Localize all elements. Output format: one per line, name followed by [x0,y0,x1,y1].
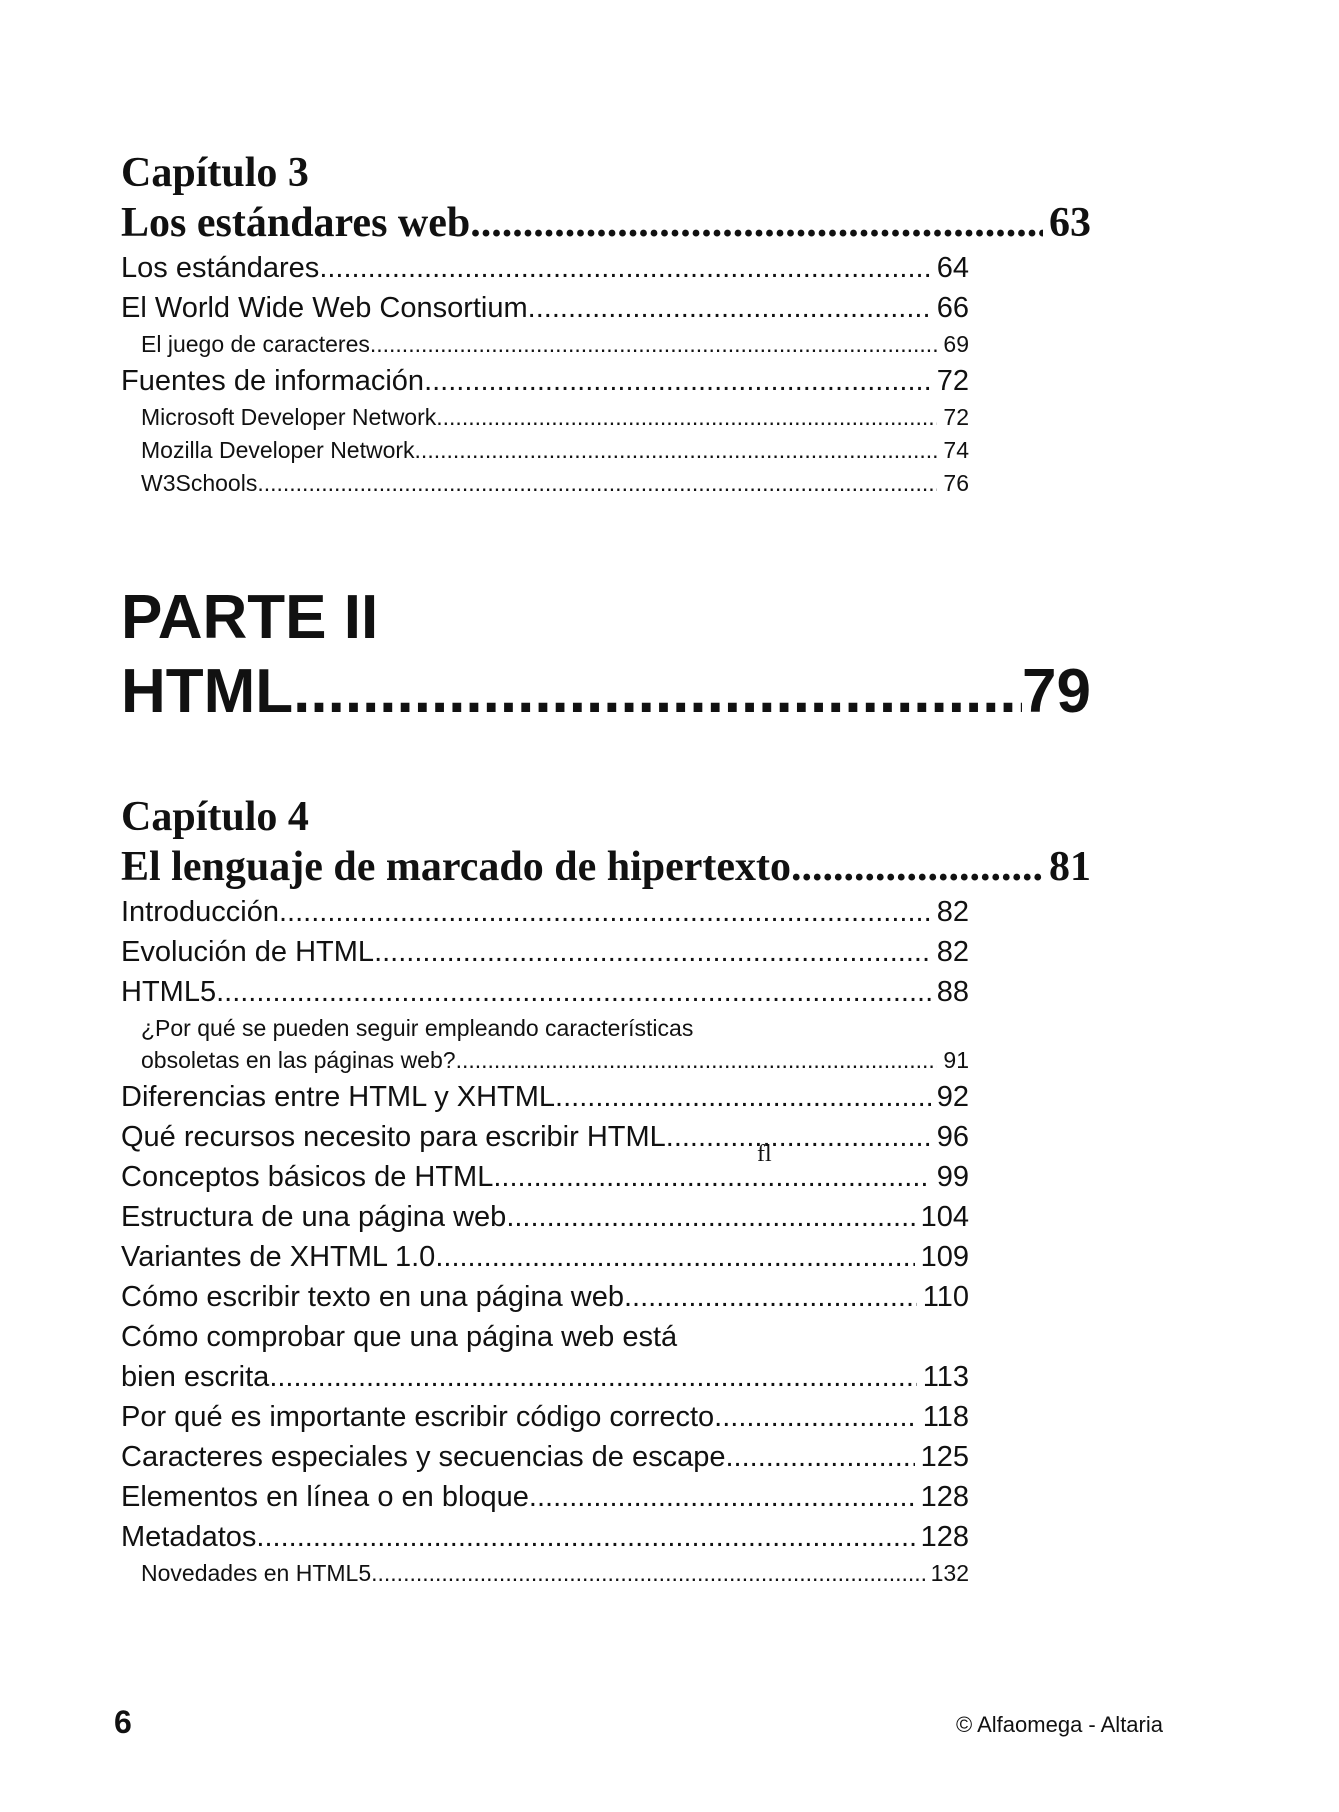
toc-entry[interactable] [121,892,969,932]
toc-entry[interactable] [121,1477,969,1517]
toc-entry[interactable] [121,1197,969,1237]
dot-leader [470,198,1043,248]
entry-page-number: 128 [920,1481,969,1513]
dot-leader [791,842,1043,892]
entry-title: Novedades en HTML5 [141,1560,372,1586]
entry-title: Cómo escribir texto en una página web [121,1281,624,1313]
entry-title: Fuentes de información [121,365,425,397]
dot-leader [528,288,931,328]
toc-subentry[interactable] [141,401,969,434]
entry-title: Caracteres especiales y secuencias de escape [121,1441,726,1473]
toc-entry[interactable] [121,1517,969,1557]
chapter-3-entries [121,248,1091,500]
page-number: 81 [1049,844,1091,890]
toc-subentry[interactable] [141,328,969,361]
entry-title: Diferencias entre HTML y XHTML [121,1081,556,1113]
dot-leader [374,932,931,972]
entry-page-number: 109 [920,1241,969,1273]
toc-entry[interactable] [121,1277,969,1317]
dot-leader [435,1237,914,1277]
entry-page-number: 91 [943,1047,969,1073]
entry-page-number: 125 [920,1441,969,1473]
chapter-title: El lenguaje de marcado de hipertexto [121,844,791,890]
entry-title: Qué recursos necesito para escribir HTML [121,1121,666,1153]
toc-entry[interactable] [121,288,969,328]
toc-entry[interactable] [121,972,969,1012]
toc-entry[interactable] [121,1237,969,1277]
dot-leader [269,1357,916,1397]
dot-leader [493,1157,930,1197]
toc-entry[interactable] [121,1077,969,1117]
chapter-label: Capítulo 3 [121,150,309,196]
part-title-entry [121,652,1091,732]
chapter-title: Los estándares web [121,200,471,246]
entry-page-number: 66 [936,292,969,324]
entry-page-number: 104 [920,1201,969,1233]
stray-glyph: fl [757,1141,772,1167]
dot-leader [415,434,938,467]
entry-page-number: 76 [943,470,969,496]
entry-title: Mozilla Developer Network [141,437,415,463]
entry-title: Estructura de una página web [121,1201,507,1233]
dot-leader [256,1517,914,1557]
entry-title: HTML5 [121,976,217,1008]
dot-leader [529,1477,915,1517]
dot-leader [714,1397,917,1437]
entry-page-number: 128 [920,1521,969,1553]
dot-leader [216,972,931,1012]
chapter-4-section [121,792,1091,1590]
toc-subentry[interactable] [141,1557,969,1590]
dot-leader [370,328,938,361]
dot-leader [555,1077,931,1117]
part-label: PARTE II [121,583,379,652]
entry-title: Elementos en línea o en bloque [121,1481,529,1513]
entry-page-number: 113 [922,1361,969,1393]
toc-entry[interactable] [121,248,969,288]
toc-entry[interactable] [121,1437,969,1477]
toc-entry[interactable] [121,1357,969,1397]
entry-title: Metadatos [121,1521,257,1553]
entry-title: Variantes de XHTML 1.0 [121,1241,436,1273]
dot-leader [424,361,931,401]
toc-subentry[interactable] [141,1044,969,1077]
chapter-4-entries [121,892,1091,1590]
entry-page-number: 74 [943,437,969,463]
toc-subentry[interactable] [141,467,969,500]
entry-title: El World Wide Web Consortium [121,292,528,324]
entry-title: El juego de caracteres [141,331,370,357]
dot-leader [436,401,937,434]
entry-title: Los estándares [121,252,320,284]
part-title: HTML [121,657,294,726]
toc-entry-line: Cómo comprobar que una página web está [121,1321,678,1353]
toc-entry-line: ¿Por qué se pueden seguir empleando características [141,1015,694,1041]
dot-leader [319,248,930,288]
entry-page-number: 118 [922,1401,969,1433]
entry-page-number: 99 [936,1161,969,1193]
page-number: 79 [1022,657,1091,726]
toc-entry[interactable] [121,1157,969,1197]
entry-title: Evolución de HTML [121,936,375,968]
chapter-title-entry [121,842,1091,892]
entry-page-number: 72 [936,365,969,397]
dot-leader [371,1557,925,1590]
footer-page-number: 6 [114,1704,132,1740]
dot-leader [726,1437,915,1477]
toc-entry[interactable] [121,1117,969,1157]
chapter-title-entry [121,198,1091,248]
chapter-label: Capítulo 4 [121,794,309,840]
dot-leader [666,1117,931,1157]
entry-title: Microsoft Developer Network [141,404,437,430]
dot-leader [624,1277,917,1317]
entry-title: obsoletas en las páginas web? [141,1047,456,1073]
entry-title: Introducción [121,896,279,928]
dot-leader [506,1197,914,1237]
entry-title: W3Schools [141,470,258,496]
entry-page-number: 110 [922,1281,969,1313]
dot-leader [293,652,1022,732]
chapter-3-section [121,148,1091,500]
entry-title: Conceptos básicos de HTML [121,1161,494,1193]
entry-page-number: 96 [936,1121,969,1153]
entry-page-number: 132 [930,1560,969,1586]
entry-page-number: 69 [943,331,969,357]
dot-leader [456,1044,938,1077]
dot-leader [257,467,937,500]
entry-page-number: 72 [943,404,969,430]
toc-entry[interactable] [121,361,969,401]
entry-page-number: 92 [936,1081,969,1113]
entry-page-number: 64 [936,252,969,284]
toc-entry[interactable] [121,1397,969,1437]
entry-title: Por qué es importante escribir código correcto [121,1401,715,1433]
dot-leader [279,892,931,932]
entry-title: bien escrita [121,1361,270,1393]
toc-entry[interactable] [121,932,969,972]
entry-page-number: 88 [936,976,969,1008]
entry-page-number: 82 [936,896,969,928]
page-number: 63 [1049,200,1091,246]
footer-copyright: © Alfaomega - Altaria [956,1712,1163,1737]
entry-page-number: 82 [936,936,969,968]
toc-subentry[interactable] [141,434,969,467]
